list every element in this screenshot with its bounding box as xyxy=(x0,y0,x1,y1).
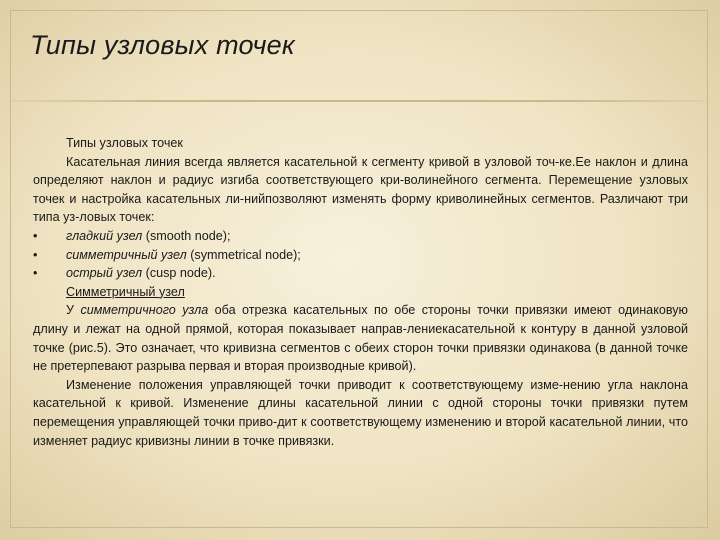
subtitle: Типы узловых точек xyxy=(66,136,183,150)
para2-text: оба отрезка касательных по обе стороны точки привязки имеют одинаковую длину и лежат на одной прямой, которая показывает направ-лениекасательной к контуру в данной узловой точке (рис.5). Это означает, что кривизна сегментов с обеих сторон точки привязки одинакова (в данной точке не претерпевают разрыва первая и вторая производные кривой). xyxy=(33,303,688,374)
bullet-text: (symmetrical node); xyxy=(186,247,301,262)
bullet-term: острый узел xyxy=(66,266,143,281)
bullet-item xyxy=(33,264,688,283)
para2-lead: У xyxy=(66,303,81,318)
bullet-item xyxy=(33,246,688,265)
para2-term: симметричного узла xyxy=(80,303,209,318)
bullet-text: (cusp node). xyxy=(142,266,216,281)
bullet-dot: • xyxy=(33,228,38,243)
paragraph-2 xyxy=(33,301,688,375)
bullet-dot: • xyxy=(33,266,38,281)
bullet-item xyxy=(33,227,688,246)
section-heading-text: Симметричный узел xyxy=(66,284,185,299)
section-heading xyxy=(33,283,688,302)
bullet-term: гладкий узел xyxy=(66,228,143,243)
bullet-term: симметричный узел xyxy=(66,247,187,262)
slide-body xyxy=(33,134,688,450)
slide-title: Типы узловых точек xyxy=(30,30,295,60)
title-divider xyxy=(10,100,708,102)
paragraph-1: Касательная линия всегда является касательной к сегменту кривой в узловой точ-ке.Ее наклон и длина определяют наклон и радиус изгиба соответствующего кри-волинейного сегмента. Перемещение узловых точек и настройка касательных ли-нийпозволяют изменять форму криволинейных сегментов. Различают три типа уз-ловых точек: xyxy=(33,154,688,225)
bullet-text: (smooth node); xyxy=(142,228,231,243)
bullet-dot: • xyxy=(33,247,38,262)
paragraph-3: Изменение положения управляющей точки приводит к соответствующему изме-нению угла наклона касательной к кривой. Изменение длины касательной линии с одной стороны точки привязки путем перемещения управляющей точки приво-дит к соответствующему изменению и второй касательной линии, что изменяет радиус кривизны линии в точке привязки. xyxy=(33,377,688,448)
